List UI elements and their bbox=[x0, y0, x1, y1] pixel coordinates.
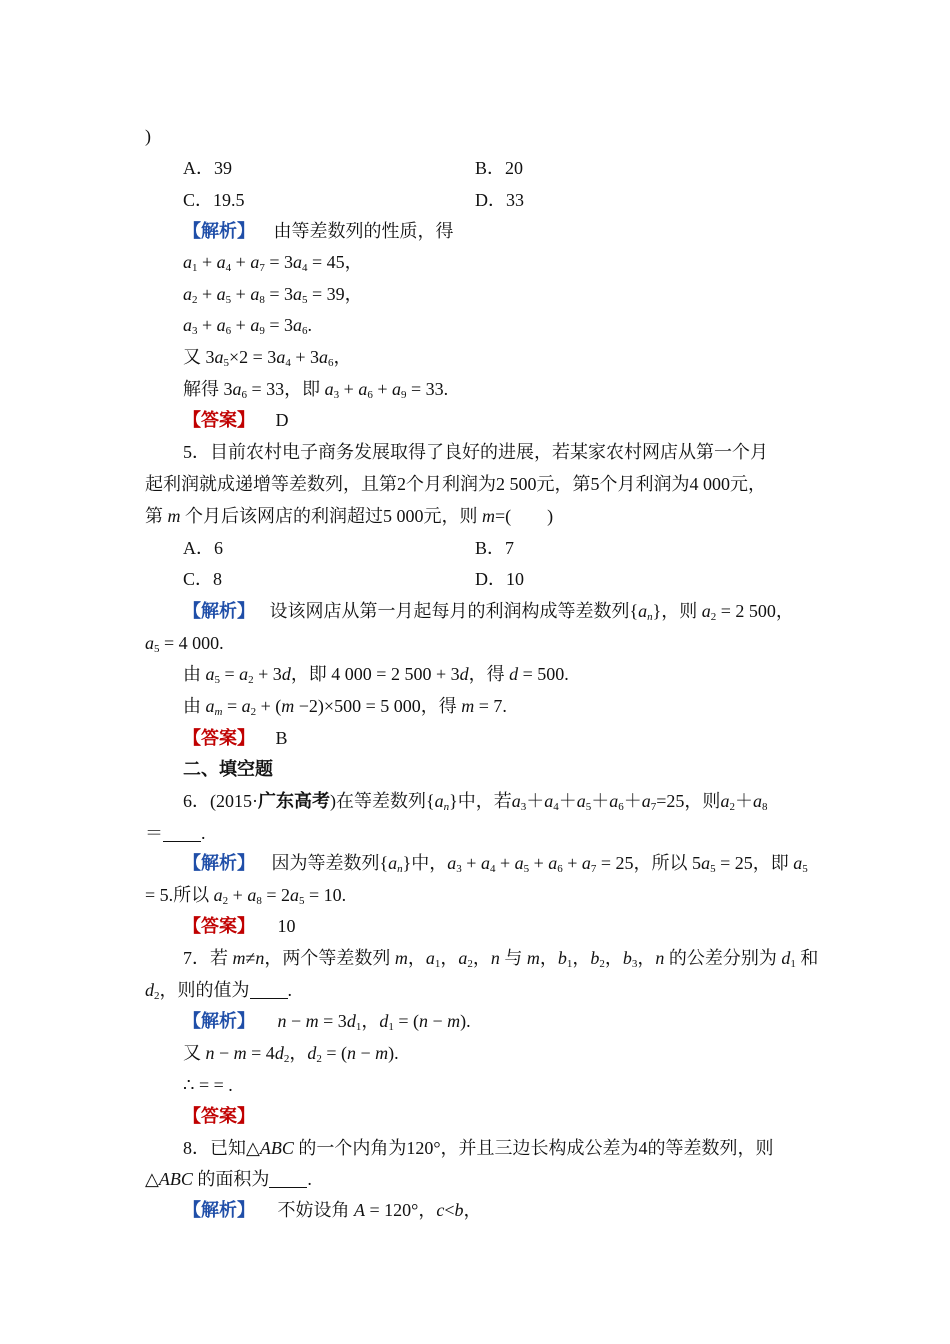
q4-step-4-prefix: 又 bbox=[183, 347, 201, 367]
q5-analysis-step-3: 由 $a_m = a_2 + (m -2)\times 500 = 5$ 000，得 m = 7. bbox=[183, 696, 507, 718]
q5-step2-pre: 由 bbox=[183, 664, 201, 684]
q5-step3-pre: 由 bbox=[183, 696, 201, 716]
q5-stem-pre: 第 bbox=[145, 506, 163, 526]
q4-option-a: A．39 bbox=[183, 158, 232, 178]
q7-answer-blank bbox=[250, 982, 288, 999]
q6-answer-value: 10 bbox=[277, 916, 296, 936]
q7-text-1: 7．若 bbox=[183, 948, 228, 968]
q5-step3-val: = 7. bbox=[478, 696, 507, 716]
q7-text-2: ，两个等差数列 bbox=[264, 948, 391, 968]
q4-step-1: $a_1 + a_4 + a_7 = 3a_4 = 45$， bbox=[183, 252, 363, 274]
q6-stem-line-1: 6．(2015·广东高考)在等差数列$\{a_n\}$中，若$a_3+a_4+a_5+a_6+a_7=25$，则$a_2+a_8$ bbox=[183, 791, 768, 813]
q7-stem-line-2: $d_2$，则的值为 . bbox=[145, 980, 292, 1002]
q5-stem-line-2: 起利润就成递增等差数列，且第2个月利润为2 500元，第5个月利润为4 000元， bbox=[145, 474, 766, 494]
q5-analysis-text-1: 设该网店从第一月起每月的利润构成等差数列{ bbox=[269, 601, 639, 621]
q7-line-2-text: ，则的值为 bbox=[159, 980, 250, 1000]
q4-paren-close: ) bbox=[145, 126, 151, 146]
q7-answer-line bbox=[183, 1104, 255, 1128]
section-title-fill-in: 二、填空题 bbox=[183, 759, 273, 779]
q6-text-2: }中，若 bbox=[449, 791, 512, 811]
q6-stem-line-2: ＝ . bbox=[145, 823, 206, 843]
q7-stem-line-1: 7．若 m≠n，两个等差数列 m，$a_1$，$a_2$，n 与 m，$b_1$，$b_2$，$b_3$，n 的公差分别为 $d_1$ 和 bbox=[183, 948, 819, 970]
q5-option-b: B．7 bbox=[475, 538, 515, 558]
q5-answer-line bbox=[183, 726, 288, 750]
q5-answer-value: B bbox=[275, 728, 288, 748]
q4-answer-line bbox=[183, 408, 289, 432]
q8-analysis-tag: 【解析】 bbox=[183, 1200, 255, 1220]
q5-analysis-text-1b: }，则 bbox=[652, 601, 698, 621]
q4-step-5-mid: ，即 bbox=[284, 379, 321, 399]
q4-analysis-line bbox=[183, 219, 454, 243]
q5-analysis-text-2: = 4 000. bbox=[164, 633, 224, 653]
q5-option-d: D．10 bbox=[475, 569, 524, 589]
q5-analysis-step-2: 由 $a_5 = a_2 + 3d$，即 4 000 = 2 500 + 3d，得 d = 500. bbox=[183, 664, 569, 686]
q7-analysis-line-2: 又 $n - m = 4d_2$，$d_2 = (n - m)$. bbox=[183, 1043, 399, 1065]
q5-step3-mid: −2)×500 = 5 000，得 bbox=[298, 696, 457, 716]
q7-analysis-line-1: 【解析】 $n - m = 3d_1$，$d_1 = (n - m)$. bbox=[183, 1011, 471, 1033]
q5-stem-line-1: 5．目前农村电子商务发展取得了良好的进展，若某家农村网店从第一个月 bbox=[183, 442, 768, 462]
q8-line2-pre: △ bbox=[145, 1169, 159, 1189]
q8-analysis-text-1: 不妨设角 bbox=[277, 1200, 350, 1220]
q6-number: 6．(2015· bbox=[183, 791, 258, 811]
q6-answer-tag: 【答案】 bbox=[183, 916, 255, 936]
q8-stem-line-2: △ABC 的面积为 . bbox=[145, 1169, 312, 1189]
q8-text-1: 8．已知△ bbox=[183, 1138, 260, 1158]
q5-analysis-text-1c: = 2 500， bbox=[720, 601, 794, 621]
q6-source: 广东高考 bbox=[258, 791, 330, 811]
q5-analysis-line-2: $a_5 = 4$ 000. bbox=[145, 633, 224, 655]
q6-analysis-line-2: = 5.所以 $a_2 + a_8 = 2a_5 = 10$. bbox=[145, 885, 347, 907]
q7-text-4: 的公差分别为 bbox=[668, 948, 777, 968]
q6-analysis-tag: 【解析】 bbox=[183, 853, 255, 873]
q4-option-b: B．20 bbox=[475, 158, 524, 178]
q5-stem-end: =( ) bbox=[495, 506, 554, 526]
q5-answer-tag: 【答案】 bbox=[183, 728, 255, 748]
q7-step2-pre: 又 bbox=[183, 1043, 201, 1063]
q6-analysis-line-1: 【解析】 因为等差数列$\{a_n\}$中，$a_3 + a_4 + a_5 + a_6 + a_7 = 25$，所以 $5a_5 = 25$，即 $a_5$ bbox=[183, 853, 808, 875]
q4-option-d: D．33 bbox=[475, 190, 524, 210]
q4-step-3: $a_3 + a_6 + a_9 = 3a_6$. bbox=[183, 315, 312, 337]
q7-analysis-line-3: ∴ = = . bbox=[183, 1075, 233, 1095]
q6-analysis-text-1d: = 25，即 bbox=[720, 853, 789, 873]
q8-line2-post: 的面积为 bbox=[197, 1169, 270, 1189]
q4-analysis-tag: 【解析】 bbox=[183, 221, 255, 241]
q7-text-3: 与 bbox=[504, 948, 523, 968]
q5-stem-line-3: 第 m 个月后该网店的利润超过5 000元，则 m=( ) bbox=[145, 506, 554, 526]
q8-stem-line-1: 8．已知△ABC 的一个内角为120°，并且三边长构成公差为4的等差数列，则 bbox=[183, 1138, 774, 1158]
q6-answer-line bbox=[183, 914, 296, 938]
q6-answer-blank bbox=[163, 825, 201, 842]
q5-step2-end: ，得 bbox=[468, 664, 505, 684]
q4-option-c: C．19.5 bbox=[183, 190, 245, 210]
q6-analysis-text-2: = 5.所以 bbox=[145, 885, 210, 905]
q5-option-a: A．6 bbox=[183, 538, 223, 558]
q8-analysis-line-1: 【解析】 不妨设角 A = 120°，c<b， bbox=[183, 1200, 482, 1220]
q7-analysis-tag: 【解析】 bbox=[183, 1011, 255, 1031]
q8-text-2: 的一个内角为120°，并且三边长构成公差为4的等差数列，则 bbox=[298, 1138, 774, 1158]
q6-equals: ＝ bbox=[145, 823, 163, 843]
q5-step2-mid: ，即 4 000 = 2 500 + 3 bbox=[290, 664, 460, 684]
q6-analysis-text-1c: = 25，所以 5 bbox=[600, 853, 702, 873]
q8-analysis-text-2: = 120°， bbox=[369, 1200, 437, 1220]
q5-step2-val: = 500. bbox=[522, 664, 569, 684]
q4-step-5: 解得 $3a_6 = 33$，即 $a_3 + a_6 + a_9 = 33$. bbox=[183, 379, 449, 401]
q5-analysis-tag: 【解析】 bbox=[183, 601, 255, 621]
q4-step-5-prefix: 解得 bbox=[183, 379, 219, 399]
q4-analysis-intro: 由等差数列的性质，得 bbox=[273, 221, 454, 241]
q4-answer-value: D bbox=[275, 410, 289, 430]
q6-text-3: =25，则 bbox=[656, 791, 721, 811]
q5-analysis-line-1: 【解析】 设该网店从第一月起每月的利润构成等差数列$\{a_n\}$，则 $a_2 = 2$ 500， bbox=[183, 601, 794, 623]
q6-analysis-text-1b: }中， bbox=[402, 853, 448, 873]
q7-text-5: 和 bbox=[800, 948, 819, 968]
q5-option-c: C．8 bbox=[183, 569, 223, 589]
q5-stem-post: 个月后该网店的利润超过5 000元，则 bbox=[185, 506, 478, 526]
q8-answer-blank bbox=[269, 1171, 307, 1188]
q7-answer-tag: 【答案】 bbox=[183, 1106, 255, 1126]
q6-analysis-text-1: 因为等差数列{ bbox=[271, 853, 389, 873]
q4-step-4: 又 $3a_5\times 2 = 3a_4 + 3a_6$， bbox=[183, 347, 352, 369]
q4-step-2: $a_2 + a_5 + a_8 = 3a_5 = 39$， bbox=[183, 284, 363, 306]
q6-text-1: )在等差数列{ bbox=[330, 791, 435, 811]
q4-answer-tag: 【答案】 bbox=[183, 410, 255, 430]
